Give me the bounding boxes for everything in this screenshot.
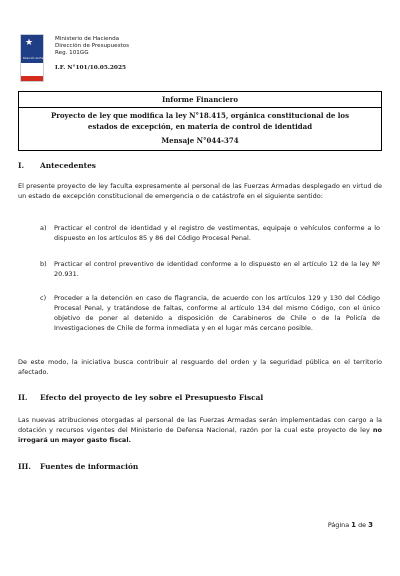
list-item: [40, 223, 380, 243]
page-number: [328, 521, 373, 529]
fiscal-effect-text: Las nuevas atribuciones otorgadas al personal de las Fuerzas Armadas serán implementadas con cargo a la dotación y recursos vigentes del Ministerio de Defensa Nacional, razón por la cual este proyecto de ley: [18, 416, 382, 435]
page-word: Página: [327, 521, 350, 529]
closing-paragraph: De este modo, la iniciativa busca contribuir al resguardo del orden y la seguridad pública en el territorio afectado.: [18, 358, 382, 377]
section-heading: [18, 462, 318, 472]
fiscal-effect-paragraph: [18, 415, 382, 445]
project-title-line: Proyecto de ley que modifica la ley N°18.415, orgánica constitucional de los: [50, 111, 350, 120]
seal-text: Dirección de Presupuestos: [23, 57, 57, 60]
of-word: de: [358, 521, 367, 529]
ministry-line: Ministerio de Hacienda: [55, 36, 120, 42]
ministry-block: [55, 36, 129, 58]
report-heading: Informe Financiero: [161, 95, 239, 104]
government-seal-logo: [20, 34, 57, 82]
section-heading: [18, 393, 358, 403]
intro-paragraph: El presente proyecto de ley faculta expresamente al personal de las Fuerzas Armadas desplegado en virtud de un estado de excepción constitucional de emergencia o de catástrofe en el siguiente sentido:: [18, 182, 382, 201]
list-letter: c): [40, 294, 47, 302]
list-letter: b): [40, 260, 47, 268]
section-title: Efecto del proyecto de ley sobre el Presupuesto Fiscal: [40, 393, 264, 402]
project-title-line: estados de excepción, en materia de control de identidad: [87, 122, 313, 131]
list-item: [40, 259, 380, 279]
section-title: Antecedentes: [40, 161, 96, 170]
section-number: III.: [18, 462, 31, 471]
section-title: Fuentes de información: [40, 462, 139, 471]
star-icon: ★: [25, 38, 34, 48]
message-number: Mensaje N°044-374: [161, 136, 239, 145]
section-heading: [18, 161, 318, 171]
section-number: II.: [18, 393, 28, 402]
list-text: Practicar el control de identidad y el registro de vestimentas, equipaje o vehículos conforme a lo dispuesto en los artículos 85 y 86 del Código Procesal Penal.: [54, 224, 380, 243]
current-page: 1: [351, 521, 357, 529]
list-text: Proceder a la detención en caso de flagrancia, de acuerdo con los artículos 129 y 130 del Código Procesal Penal, y tratándose de faltas, conforme al artículo 134 del mismo Código, con el único objetivo de poner al detenido a disposición de Carabineros de Chile o de la Policía de Investigaciones de Chile de forma inmediata y en el lugar más cercano posible.: [54, 294, 380, 333]
ministry-line: Reg. 101GG: [55, 50, 89, 57]
section-number: I.: [18, 161, 25, 170]
list-item: [40, 293, 380, 333]
list-letter: a): [40, 224, 47, 232]
report-reference: I.F. N°101/10.05.2025: [55, 65, 127, 71]
fiscal-effect-conclusion: no irrogará un mayor gasto fiscal.: [18, 426, 382, 445]
list-text: Practicar el control preventivo de identidad conforme a lo dispuesto en el artículo 12 de la ley Nº 20.931.: [54, 260, 380, 279]
total-pages: 3: [368, 521, 373, 529]
ministry-line: Dirección de Presupuestos: [55, 43, 130, 50]
title-box: [18, 91, 382, 151]
